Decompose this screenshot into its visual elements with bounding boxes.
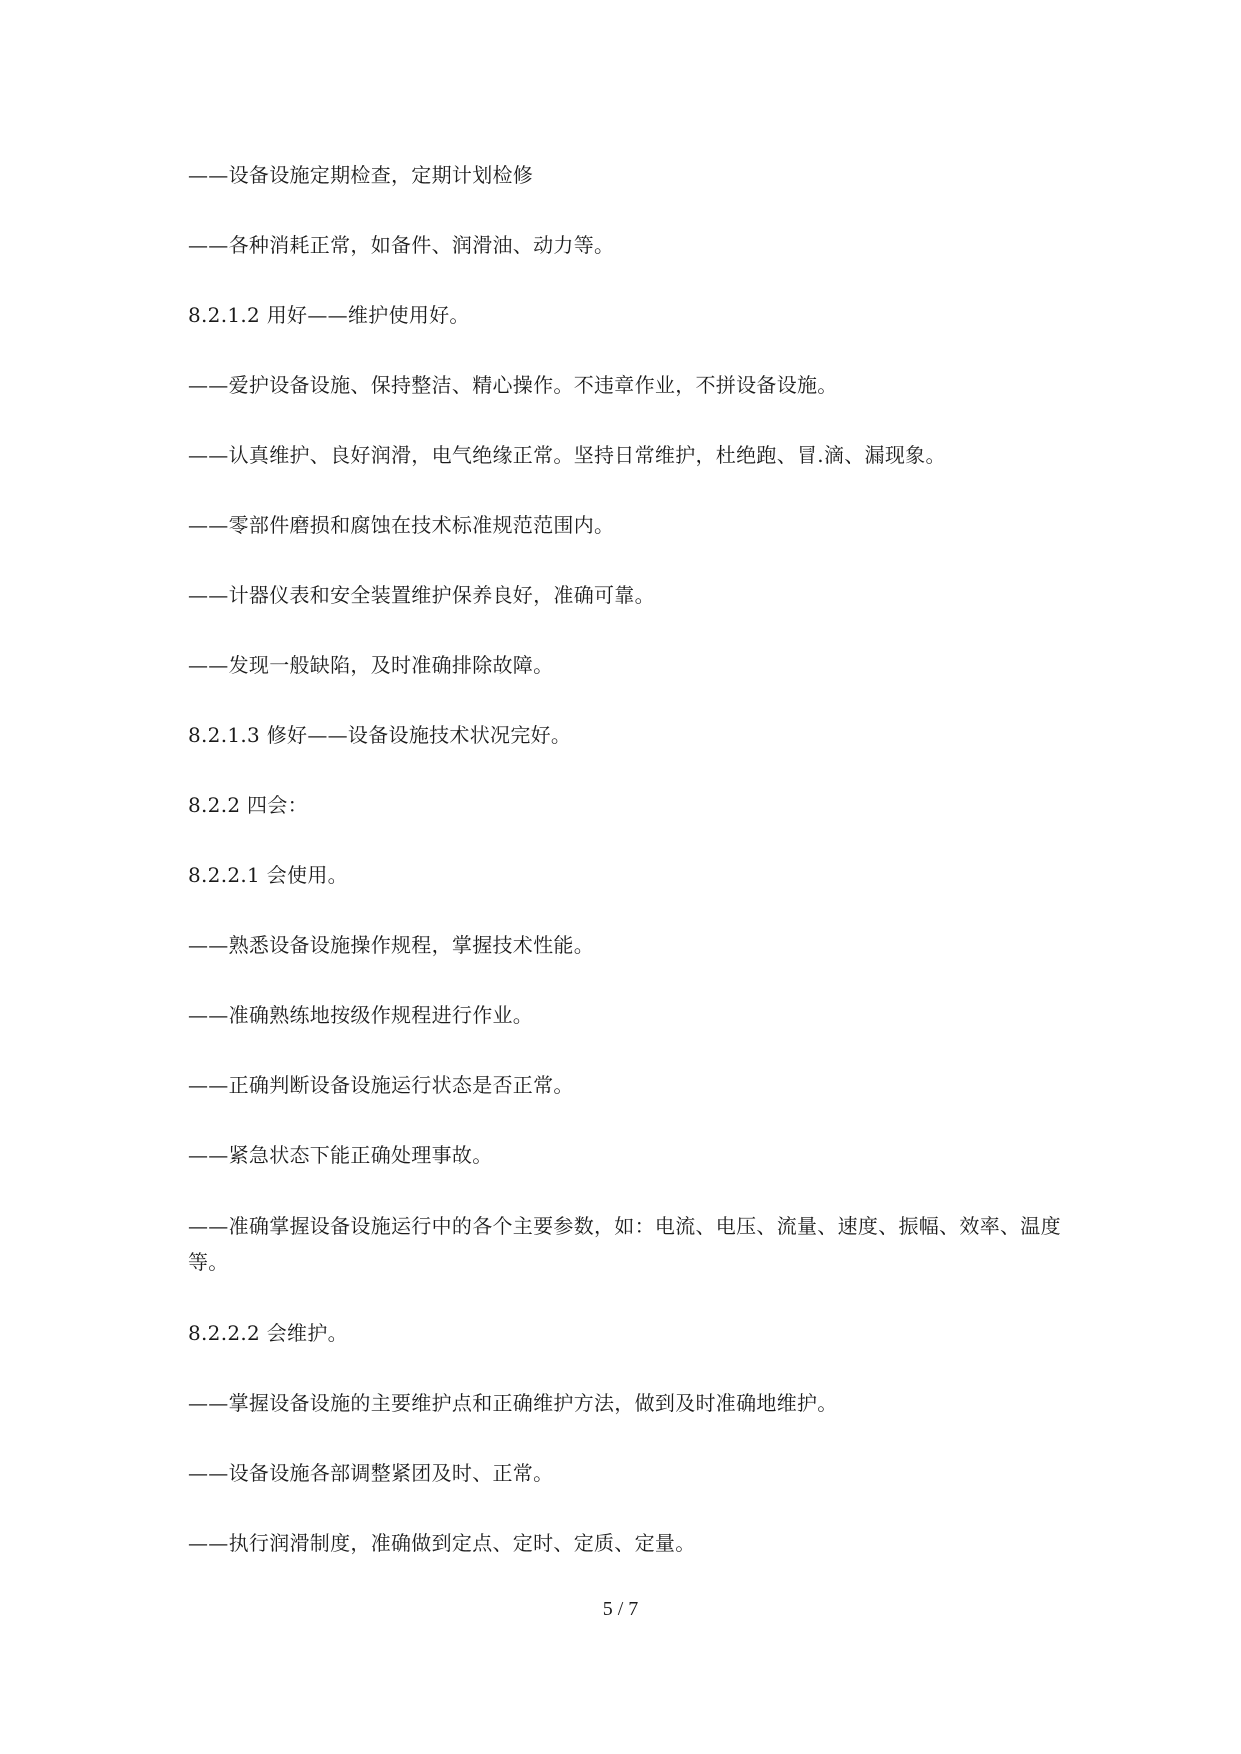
paragraph: ——掌握设备设施的主要维护点和正确维护方法，做到及时准确地维护。 (188, 1391, 838, 1415)
section-heading: 8.2.1.2 用好——维护使用好。 (188, 303, 470, 327)
document-body (188, 158, 1068, 1596)
page-number: 5 / 7 (602, 1598, 639, 1620)
paragraph: ——设备设施定期检查，定期计划检修 (188, 163, 534, 187)
section-heading: 8.2.2.1 会使用。 (188, 863, 348, 887)
paragraph: ——紧急状态下能正确处理事故。 (188, 1143, 493, 1167)
paragraph: ——零部件磨损和腐蚀在技术标准规范范围内。 (188, 513, 615, 537)
paragraph: ——准确掌握设备设施运行中的各个主要参数，如：电流、电压、流量、速度、振幅、效率、温度等。 (188, 1214, 1061, 1274)
section-heading: 8.2.1.3 修好——设备设施技术状况完好。 (188, 723, 572, 747)
paragraph: ——认真维护、良好润滑，电气绝缘正常。坚持日常维护，杜绝跑、冒.滴、漏现象。 (188, 443, 946, 467)
paragraph: ——各种消耗正常，如备件、润滑油、动力等。 (188, 233, 615, 257)
paragraph: ——发现一般缺陷，及时准确排除故障。 (188, 653, 554, 677)
paragraph: ——正确判断设备设施运行状态是否正常。 (188, 1073, 574, 1097)
paragraph: ——准确熟练地按级作规程进行作业。 (188, 1003, 534, 1027)
paragraph: ——爱护设备设施、保持整洁、精心操作。不违章作业，不拼设备设施。 (188, 373, 838, 397)
section-heading: 8.2.2.2 会维护。 (188, 1321, 348, 1345)
paragraph: ——计器仪表和安全装置维护保养良好，准确可靠。 (188, 583, 655, 607)
paragraph: ——执行润滑制度，准确做到定点、定时、定质、定量。 (188, 1531, 696, 1555)
paragraph: ——设备设施各部调整紧团及时、正常。 (188, 1461, 554, 1485)
paragraph: ——熟悉设备设施操作规程，掌握技术性能。 (188, 933, 594, 957)
section-heading: 8.2.2 四会： (188, 793, 308, 817)
